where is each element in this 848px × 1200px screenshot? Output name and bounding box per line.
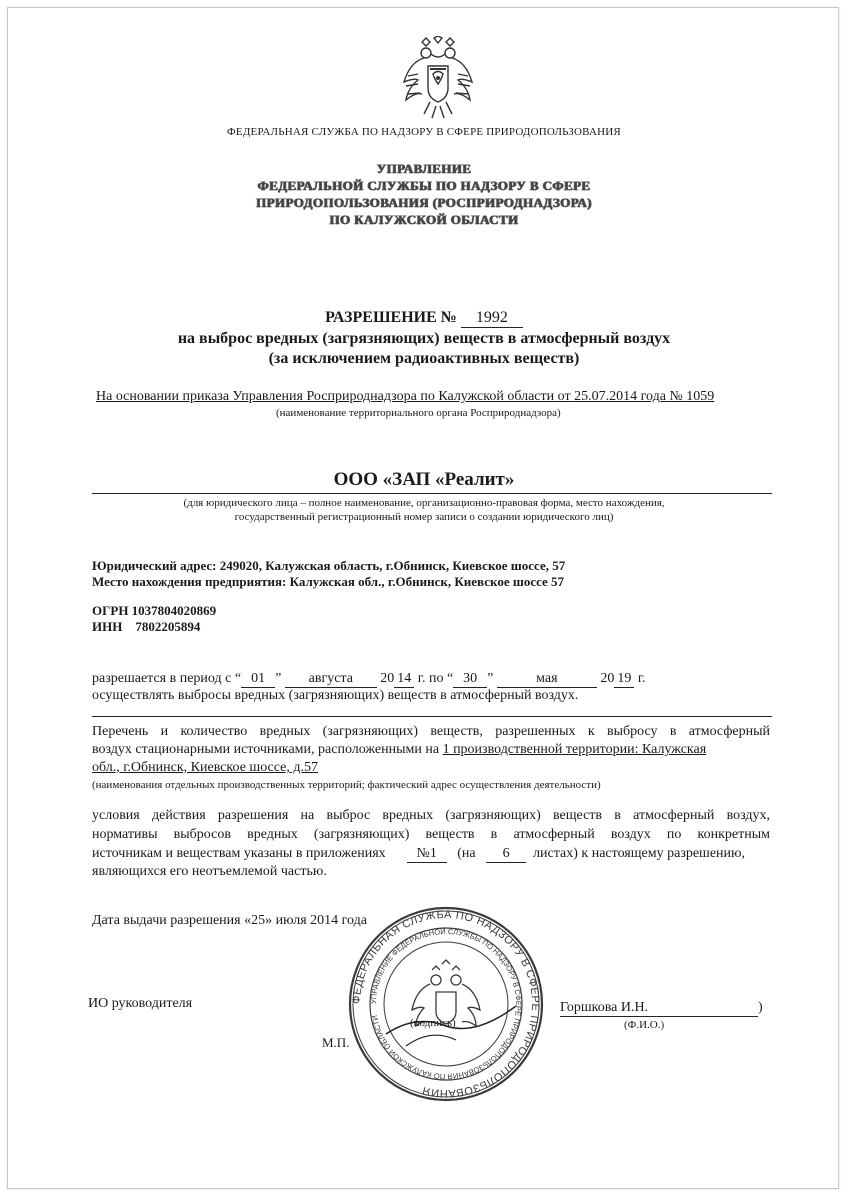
period-line-2: осуществлять выбросы вредных (загрязняющих) веществ в атмосферный воздух. [92, 688, 579, 703]
list-line-2 [92, 742, 770, 758]
svg-text:УПРАВЛЕНИЕ ФЕДЕРАЛЬНОЙ СЛУЖБЫ [369, 927, 523, 1081]
period-to-month: мая [497, 671, 597, 688]
department-line: УПРАВЛЕНИЕ [376, 161, 472, 176]
conditions-prefix: источникам и веществам указаны в приложениях [92, 846, 386, 861]
basis-caption: (наименование территориального органа Росприроднадзора) [276, 407, 561, 419]
company-underline [92, 493, 772, 494]
basis-body: Управления Росприроднадзора по Калужской области [232, 389, 555, 404]
list-address: обл., г.Обнинск, Киевское шоссе, д.57 [92, 760, 318, 775]
ogrn: ОГРН 1037804020869 [92, 603, 217, 618]
basis-date: 25.07.2014 года [574, 389, 666, 404]
period-prefix: разрешается в период с [92, 671, 232, 686]
company-caption: государственный регистрационный номер записи о создании юридического лиц) [234, 511, 614, 523]
department-line: ФЕДЕРАЛЬНОЙ СЛУЖБЫ ПО НАДЗОРУ В СФЕРЕ [257, 178, 591, 193]
signer-role: ИО руководителя [88, 996, 193, 1011]
company-name: ООО «ЗАП «Реалит» [333, 469, 515, 490]
permit-subtitle: на выброс вредных (загрязняющих) веществ в атмосферный воздух [177, 330, 671, 347]
coat-of-arms-icon [400, 36, 476, 122]
signature-caption: (подпись) [410, 1017, 456, 1029]
period-century: 20 [380, 671, 395, 686]
department-line: ПРИРОДОПОЛЬЗОВАНИЯ (РОСПРИРОДНАДЗОРА) [256, 195, 592, 210]
conditions-line-2: нормативы выбросов вредных (загрязняющих) веществ в атмосферный воздух по конкретным [92, 827, 770, 842]
site-address: Место нахождения предприятия: Калужская обл., г.Обнинск, Киевское шоссе 57 [92, 574, 565, 589]
conditions-appendix: №1 [407, 846, 447, 863]
period-g: г. [637, 671, 646, 686]
conditions-sheets: 6 [486, 846, 526, 863]
permit-number: 1992 [461, 309, 523, 328]
seal-inner-text: УПРАВЛЕНИЕ ФЕДЕРАЛЬНОЙ СЛУЖБЫ ПО НАДЗОРУ В СФЕРЕ ПРИРОДОПОЛЬЗОВАНИЯ ПО КАЛУЖСКОЙ ОБЛАСТИ [368, 926, 524, 1082]
list-line-2-prefix: воздух стационарными источниками, расположенными на [92, 742, 440, 757]
period-to-year: 19 [614, 671, 634, 688]
permit-title-prefix: РАЗРЕШЕНИЕ № [325, 309, 457, 326]
conditions-line-4: являющихся его неотъемлемой частью. [92, 864, 327, 879]
basis-line [96, 389, 714, 405]
period-century: 20 [600, 671, 615, 686]
svg-text:ФЕДЕРАЛЬНАЯ СЛУЖБА ПО НАДЗОРУ [351, 909, 541, 1099]
signer-paren: ) [758, 1000, 763, 1015]
permit-title [0, 309, 848, 328]
seal-outer-text: ФЕДЕРАЛЬНАЯ СЛУЖБА ПО НАДЗОРУ В СФЕРЕ ПРИРОДОПОЛЬЗОВАНИЯ [350, 908, 542, 1100]
fio-caption: (Ф.И.О.) [624, 1019, 665, 1031]
conditions-on: (на [457, 846, 476, 861]
basis-prefix: На основании приказа [96, 389, 230, 404]
company-caption: (для юридического лица – полное наименование, организационно-правовая форма, место нахождения, [183, 497, 665, 509]
legal-address: Юридический адрес: 249020, Калужская область, г.Обнинск, Киевское шоссе, 57 [92, 558, 566, 573]
period-from-year: 14 [394, 671, 414, 688]
department-heading [0, 160, 848, 228]
basis-num-sign: № [669, 389, 683, 404]
seal-place-label: М.П. [322, 1035, 350, 1050]
inn: ИНН 7802205894 [92, 619, 201, 634]
section-divider [92, 716, 772, 717]
basis-number: 1059 [686, 389, 715, 404]
basis-from: от [557, 389, 571, 404]
issue-date: Дата выдачи разрешения «25» июля 2014 года [92, 913, 367, 928]
signer-name: Горшкова И.Н. [560, 1000, 758, 1017]
department-line: ПО КАЛУЖСКОЙ ОБЛАСТИ [329, 212, 519, 227]
list-territory: 1 производственной территории: Калужская [442, 742, 707, 757]
conditions-suffix: листах) к настоящему разрешению, [533, 846, 745, 861]
permit-subtitle-exclusion: (за исключением радиоактивных веществ) [268, 350, 580, 367]
list-caption: (наименования отдельных производственных территорий; фактический адрес осуществления деятельности) [92, 779, 601, 791]
list-line-1: Перечень и количество вредных (загрязняющих) веществ, разрешенных к выбросу в атмосферный [92, 724, 770, 739]
conditions-line-3 [92, 846, 770, 863]
agency-name: ФЕДЕРАЛЬНАЯ СЛУЖБА ПО НАДЗОРУ В СФЕРЕ ПРИРОДОПОЛЬЗОВАНИЯ [227, 126, 621, 138]
period-from-day: 01 [241, 671, 275, 688]
period-from-month: августа [285, 671, 377, 688]
period-line: разрешается в период с “ 01 ” августа 20 14 г. по “ 30 ” мая 20 19 г. [92, 671, 646, 686]
period-to-label: г. по [417, 671, 444, 686]
conditions-line-1: условия действия разрешения на выброс вредных (загрязняющих) веществ в атмосферный воздух, [92, 808, 770, 823]
period-to-day: 30 [453, 671, 487, 688]
official-seal [346, 904, 546, 1104]
